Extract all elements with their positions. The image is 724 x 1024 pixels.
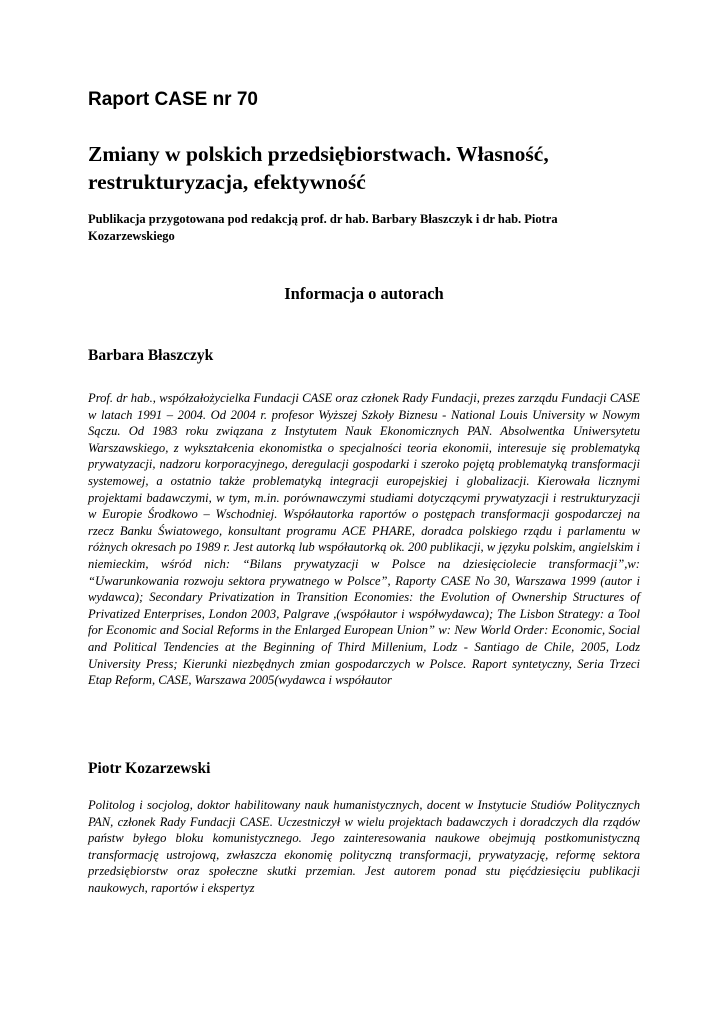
section-heading: Informacja o autorach (284, 284, 444, 303)
document-title: Zmiany w polskich przedsiębiorstwach. Własność, restrukturyzacja, efektywność (88, 142, 549, 194)
author-bio: Prof. dr hab., współzałożycielka Fundacji CASE oraz członek Rady Fundacji, prezes zarządu Fundacji CASE w latach 1991 – 2004. Od 2004 r. profesor Wyższej Szkoły Biznesu - National Louis University w Nowym Sączu. Od 1983 roku związana z Instytutem Nauk Ekonomicznych PAN. Absolwentka Uniwersytetu Warszawskiego, z wykształcenia ekonomistka o specjalności teoria ekonomii, interesuje się problematyką prywatyzacji, nadzoru korporacyjnego, deregulacji gospodarki i szeroko pojętą problematyką transformacji systemowej, a ostatnio także problematyką integracji europejskiej i globalizacji. Kierowała licznymi projektami badawczymi, w tym, m.in. porównawczymi studiami dotyczącymi prywatyzacji i restrukturyzacji w Europie Środkowo – Wschodniej. Współautorka raportów o postępach transformacji gospodarczej na rzecz Banku Światowego, konsultant programu ACE PHARE, doradca polskiego rządu i parlamentu w różnych okresach po 1989 r. Jest autorką lub współautorką ok. 200 publikacji, w języku polskim, angielskim i niemieckim, wśród nich: “Bilans prywatyzacji w Polsce na dziesięciolecie transformacji”,w: “Uwarunkowania rozwoju sektora prywatnego w Polsce”, Raporty CASE No 30, Warszawa 1999 (autor i wydawca); Secondary Privatization in Transition Economies: the Evolution of Ownership Structures of Privatized Enterprises, London 2003, Palgrave ,(współautor i współwydawca); The Lisbon Strategy: a Tool for Economic and Social Reforms in the Enlarged European Union” w: New World Order: Economic, Social and Political Tendencies at the Beginning of Third Millenium, Lodz - Santiago de Chile, 2005, Lodz University Press; Kierunki niezbędnych zmian gospodarczych w Polsce. Raport syntetyczny, Seria Trzeci Etap Reform, CASE, Warszawa 2005(wydawca i współautor (88, 391, 640, 688)
author-name: Barbara Błaszczyk (88, 347, 214, 364)
report-label: Raport CASE nr 70 (88, 89, 258, 110)
document-subtitle: Publikacja przygotowana pod redakcją prof. dr hab. Barbary Błaszczyk i dr hab. Piotra Kozarzewskiego (88, 212, 558, 243)
author-name: Piotr Kozarzewski (88, 760, 211, 777)
author-bio: Politolog i socjolog, doktor habilitowany nauk humanistycznych, docent w Instytucie Studiów Politycznych PAN, członek Rady Fundacji CASE. Uczestniczył w wielu projektach badawczych i doradczych dla rządów państw byłego bloku komunistycznego. Jego zainteresowania naukowe obejmują postkomunistyczną transformację ustrojową, zwłaszcza ekonomię polityczną transformacji, prywatyzację, reformę sektora przedsiębiorstw oraz społeczne skutki przemian. Jest autorem ponad stu pięćdziesięciu publikacji naukowych, raportów i ekspertyz (88, 798, 640, 895)
